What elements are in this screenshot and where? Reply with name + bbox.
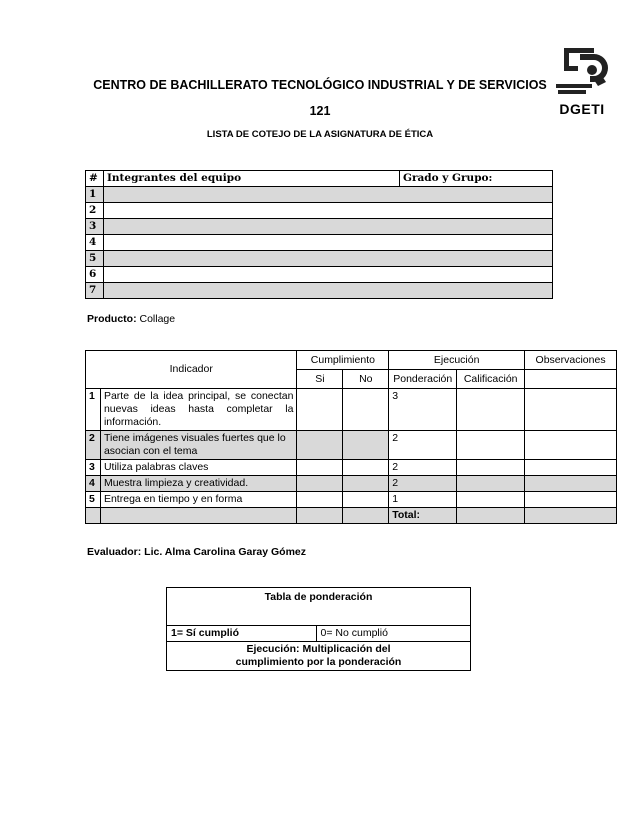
ejecucion-line2: cumplimiento por la ponderación: [235, 656, 402, 668]
team-member-cell[interactable]: [104, 267, 553, 283]
si-cell[interactable]: [297, 492, 343, 508]
si-cell[interactable]: [297, 476, 343, 492]
total-empty-cell: [86, 508, 101, 524]
header-no: No: [343, 370, 389, 389]
team-row-num: 2: [86, 203, 104, 219]
observaciones-cell[interactable]: [525, 460, 617, 476]
row-number: 1: [86, 389, 101, 431]
eval-row: [86, 431, 617, 460]
eval-row: [86, 476, 617, 492]
calificacion-cell[interactable]: [457, 476, 525, 492]
header-ejecucion: Ejecución: [389, 351, 525, 370]
team-member-cell[interactable]: [104, 219, 553, 235]
ponderacion-title-row: [167, 588, 471, 626]
team-row: [86, 203, 553, 219]
team-row: [86, 235, 553, 251]
col-members-header: Integrantes del equipo: [104, 171, 400, 187]
producto-line: [87, 313, 175, 325]
team-row-num: 5: [86, 251, 104, 267]
ponderacion-value: 1: [389, 492, 457, 508]
indicator-text: Entrega en tiempo y en forma: [100, 492, 297, 508]
si-cumplio-label: 1= Sí cumplió: [167, 626, 317, 642]
team-row: [86, 251, 553, 267]
team-header-row: [86, 171, 553, 187]
team-row-num: 7: [86, 283, 104, 299]
ponderacion-ejecucion-row: [167, 642, 471, 671]
total-label: Total:: [389, 508, 457, 524]
no-cell[interactable]: [343, 389, 389, 431]
observaciones-cell[interactable]: [525, 389, 617, 431]
producto-value: Collage: [139, 313, 176, 325]
header-indicador: Indicador: [86, 351, 297, 389]
ponderacion-value: 2: [389, 460, 457, 476]
eval-row: [86, 460, 617, 476]
observaciones-cell: [525, 370, 617, 389]
school-name: CENTRO DE BACHILLERATO TECNOLÓGICO INDUSTRIAL Y DE SERVICIOS: [93, 78, 547, 92]
team-row: [86, 219, 553, 235]
team-member-cell[interactable]: [104, 283, 553, 299]
ponderacion-value: 2: [389, 476, 457, 492]
ejecucion-line1: Ejecución: Multiplicación del: [246, 643, 391, 655]
total-empty-cell: [525, 508, 617, 524]
si-cell[interactable]: [297, 431, 343, 460]
producto-label: Producto:: [87, 313, 137, 325]
ejecucion-description: [167, 642, 471, 671]
team-row-num: 1: [86, 187, 104, 203]
team-member-cell[interactable]: [104, 251, 553, 267]
calificacion-cell[interactable]: [457, 492, 525, 508]
calificacion-cell[interactable]: [457, 389, 525, 431]
col-num-header: #: [86, 171, 104, 187]
si-cell[interactable]: [297, 460, 343, 476]
team-member-cell[interactable]: [104, 187, 553, 203]
team-row: [86, 283, 553, 299]
calificacion-cell[interactable]: [457, 431, 525, 460]
team-member-cell[interactable]: [104, 235, 553, 251]
ponderacion-value: 2: [389, 431, 457, 460]
col-grade-header: Grado y Grupo:: [400, 171, 553, 187]
ponderacion-value: 3: [389, 389, 457, 431]
no-cell[interactable]: [343, 492, 389, 508]
observaciones-cell[interactable]: [525, 431, 617, 460]
eval-total-row: [86, 508, 617, 524]
team-row-num: 4: [86, 235, 104, 251]
evaluator-line: Evaluador: Lic. Alma Carolina Garay Gómez: [87, 546, 307, 558]
eval-header-row: [86, 351, 617, 370]
no-cumplio-label: 0= No cumplió: [316, 626, 470, 642]
header-calificacion: Calificación: [457, 370, 525, 389]
school-number: 121: [309, 104, 331, 118]
no-cell[interactable]: [343, 476, 389, 492]
observaciones-cell[interactable]: [525, 476, 617, 492]
total-empty-cell: [297, 508, 343, 524]
row-number: 2: [86, 431, 101, 460]
ponderacion-table: [166, 587, 471, 671]
header-observaciones: Observaciones: [525, 351, 617, 370]
document-subtitle: LISTA DE COTEJO DE LA ASIGNATURA DE ÉTICA: [206, 129, 434, 140]
indicator-text: Utiliza palabras claves: [100, 460, 297, 476]
total-value-cell[interactable]: [457, 508, 525, 524]
calificacion-cell[interactable]: [457, 460, 525, 476]
ponderacion-title: Tabla de ponderación: [167, 588, 471, 626]
eval-row: [86, 389, 617, 431]
no-cell[interactable]: [343, 431, 389, 460]
row-number: 4: [86, 476, 101, 492]
observaciones-cell[interactable]: [525, 492, 617, 508]
team-row-num: 6: [86, 267, 104, 283]
total-empty-cell: [100, 508, 297, 524]
evaluation-table: [85, 350, 617, 524]
total-empty-cell: [343, 508, 389, 524]
team-row-num: 3: [86, 219, 104, 235]
team-row: [86, 267, 553, 283]
team-table: [85, 170, 553, 299]
no-cell[interactable]: [343, 460, 389, 476]
team-member-cell[interactable]: [104, 203, 553, 219]
indicator-text: Muestra limpieza y creatividad.: [100, 476, 297, 492]
eval-row: [86, 492, 617, 508]
row-number: 5: [86, 492, 101, 508]
indicator-text: Parte de la idea principal, se conectan nuevas ideas hasta completar la información.: [100, 389, 297, 431]
si-cell[interactable]: [297, 389, 343, 431]
ponderacion-values-row: [167, 626, 471, 642]
logo-text: DGETI: [559, 101, 605, 117]
team-row: [86, 187, 553, 203]
indicator-text: Tiene imágenes visuales fuertes que lo asocian con el tema: [100, 431, 297, 460]
header-cumplimiento: Cumplimiento: [297, 351, 389, 370]
header-ponderacion: Ponderación: [389, 370, 457, 389]
header-si: Si: [297, 370, 343, 389]
row-number: 3: [86, 460, 101, 476]
